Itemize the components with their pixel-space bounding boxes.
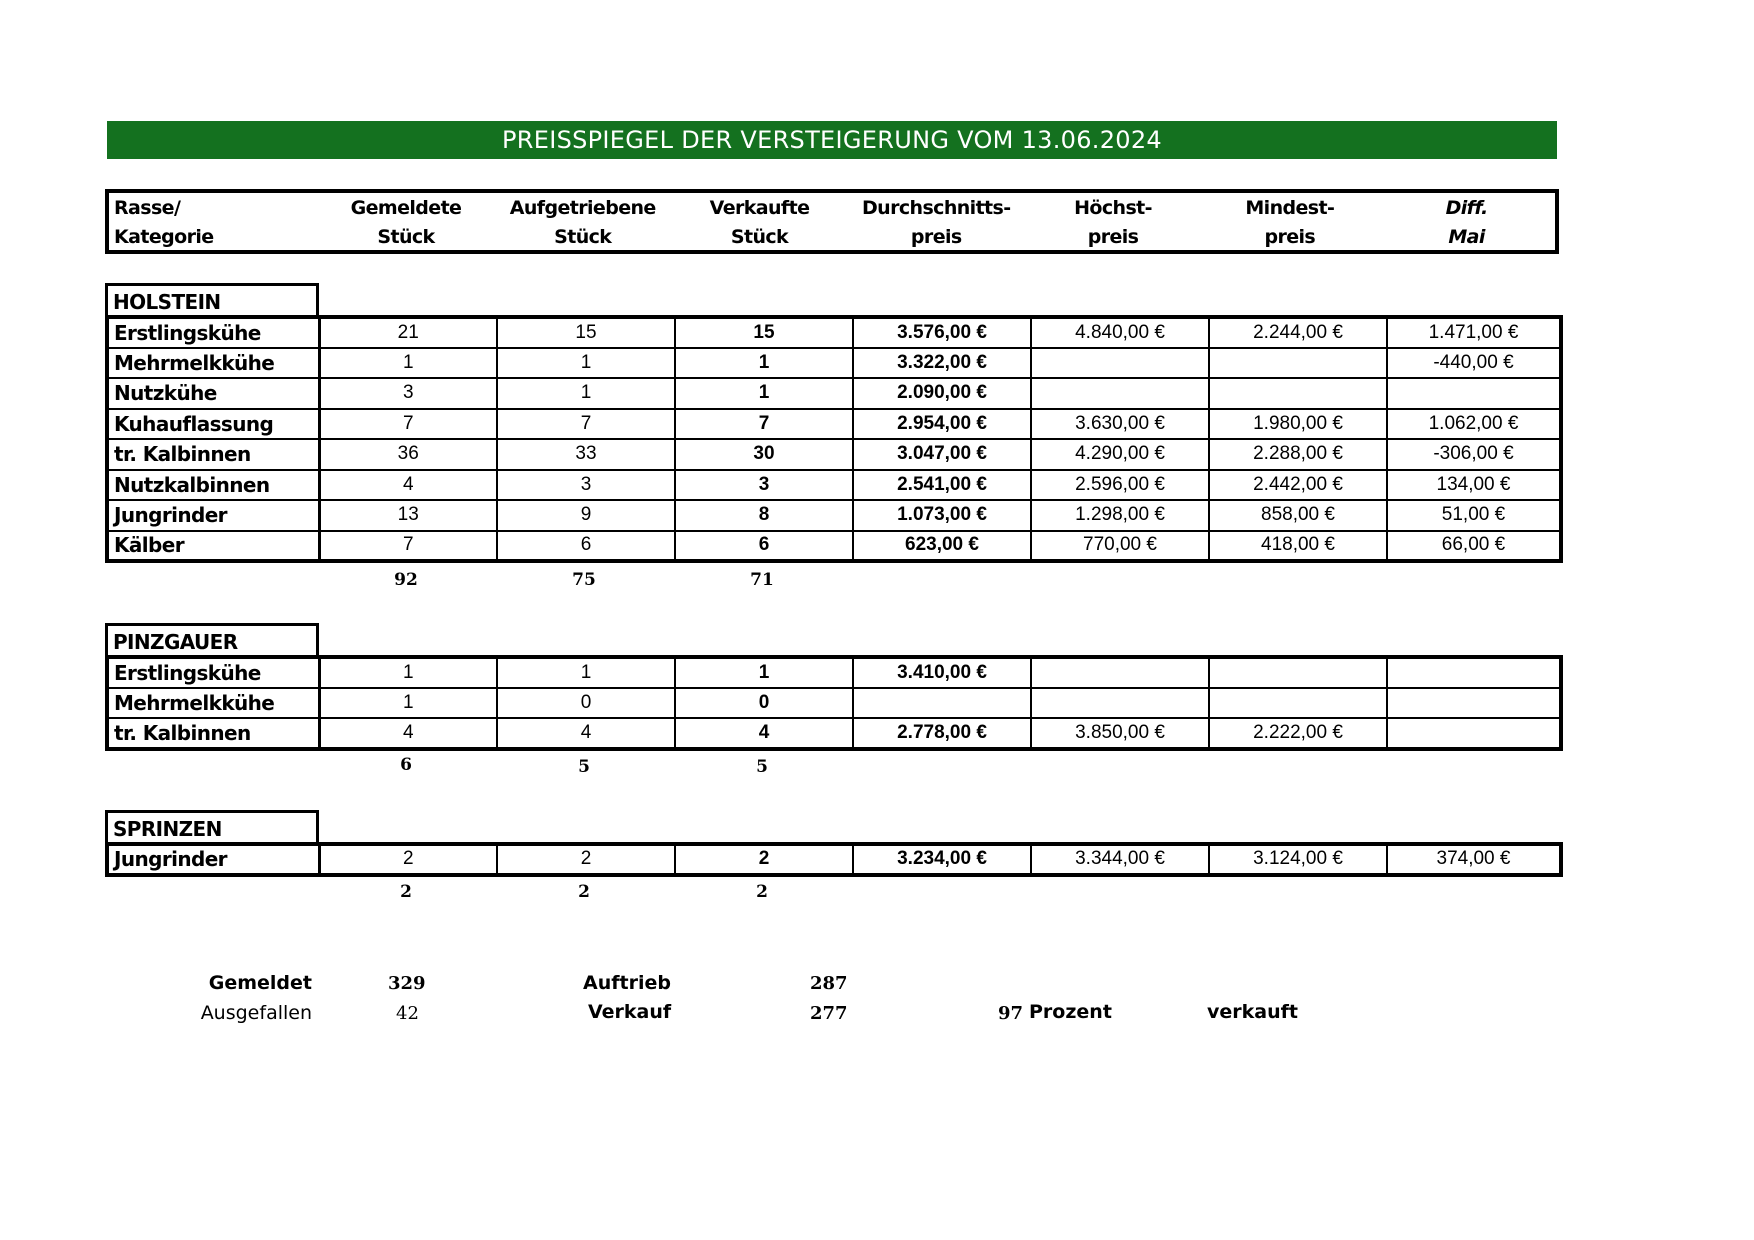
diff-cell: -306,00 € bbox=[1387, 439, 1561, 470]
col-rasse: Rasse/ Kategorie bbox=[114, 197, 214, 248]
aufgetrieben-cell: 33 bbox=[497, 439, 675, 470]
aufgetrieben-cell: 0 bbox=[497, 688, 675, 719]
aufgetrieben-cell: 1 bbox=[497, 378, 675, 409]
table-row bbox=[107, 657, 1561, 688]
category-cell: Erstlingskühe bbox=[107, 657, 319, 688]
durchschnitt-cell: 623,00 € bbox=[853, 531, 1031, 562]
durchschnitt-cell bbox=[853, 688, 1031, 719]
table-row bbox=[107, 439, 1561, 470]
verkauft-cell: 4 bbox=[675, 718, 853, 749]
pinzgauer-total-aufgetrieben: 5 bbox=[578, 757, 590, 777]
col-diff-mai: Diff. Mai bbox=[1445, 197, 1488, 248]
verkauft-cell: 7 bbox=[675, 409, 853, 440]
diff-cell: -440,00 € bbox=[1387, 348, 1561, 379]
durchschnitt-cell: 2.778,00 € bbox=[853, 718, 1031, 749]
summary-auftrieb-value: 287 bbox=[810, 973, 848, 994]
hoechst-cell bbox=[1031, 378, 1209, 409]
aufgetrieben-cell: 6 bbox=[497, 531, 675, 562]
table-row bbox=[107, 844, 1561, 875]
sprinzen-total-gemeldet: 2 bbox=[400, 882, 412, 902]
table-row bbox=[107, 409, 1561, 440]
holstein-total-gemeldet: 92 bbox=[394, 570, 418, 590]
durchschnitt-cell: 1.073,00 € bbox=[853, 500, 1031, 531]
table-row bbox=[107, 688, 1561, 719]
aufgetrieben-cell: 15 bbox=[497, 317, 675, 348]
category-cell: Mehrmelkkühe bbox=[107, 348, 319, 379]
sprinzen-total-aufgetrieben: 2 bbox=[578, 882, 590, 902]
durchschnitt-cell: 3.234,00 € bbox=[853, 844, 1031, 875]
table-row bbox=[107, 348, 1561, 379]
mindest-cell: 858,00 € bbox=[1209, 500, 1387, 531]
summary-gemeldet-label: Gemeldet bbox=[208, 972, 312, 994]
aufgetrieben-cell: 7 bbox=[497, 409, 675, 440]
verkauft-cell: 8 bbox=[675, 500, 853, 531]
category-cell: Nutzkühe bbox=[107, 378, 319, 409]
gemeldet-cell: 4 bbox=[319, 470, 497, 501]
summary-verkauf-value: 277 bbox=[810, 1003, 848, 1024]
durchschnitt-cell: 3.410,00 € bbox=[853, 657, 1031, 688]
gemeldet-cell: 1 bbox=[319, 657, 497, 688]
category-cell: Jungrinder bbox=[107, 500, 319, 531]
hoechst-cell: 2.596,00 € bbox=[1031, 470, 1209, 501]
mindest-cell: 3.124,00 € bbox=[1209, 844, 1387, 875]
summary-prozent-value: 97 bbox=[998, 1003, 1024, 1024]
hoechst-cell: 3.344,00 € bbox=[1031, 844, 1209, 875]
diff-cell: 1.471,00 € bbox=[1387, 317, 1561, 348]
hoechst-cell: 770,00 € bbox=[1031, 531, 1209, 562]
summary-verkauf-label: Verkauf bbox=[588, 1001, 672, 1023]
mindest-cell bbox=[1209, 348, 1387, 379]
diff-cell: 51,00 € bbox=[1387, 500, 1561, 531]
holstein-total-verkauft: 71 bbox=[750, 570, 774, 590]
mindest-cell bbox=[1209, 378, 1387, 409]
mindest-cell bbox=[1209, 657, 1387, 688]
durchschnitt-cell: 3.322,00 € bbox=[853, 348, 1031, 379]
verkauft-cell: 1 bbox=[675, 378, 853, 409]
hoechst-cell: 4.840,00 € bbox=[1031, 317, 1209, 348]
category-cell: tr. Kalbinnen bbox=[107, 439, 319, 470]
holstein-table bbox=[105, 315, 1563, 563]
gemeldet-cell: 1 bbox=[319, 348, 497, 379]
aufgetrieben-cell: 2 bbox=[497, 844, 675, 875]
verkauft-cell: 1 bbox=[675, 657, 853, 688]
hoechst-cell bbox=[1031, 657, 1209, 688]
table-row bbox=[107, 317, 1561, 348]
table-row bbox=[107, 718, 1561, 749]
summary-ausgefallen-label: Ausgefallen bbox=[200, 1002, 312, 1024]
sprinzen-table bbox=[105, 842, 1563, 877]
hoechst-cell: 4.290,00 € bbox=[1031, 439, 1209, 470]
gemeldet-cell: 7 bbox=[319, 531, 497, 562]
category-cell: tr. Kalbinnen bbox=[107, 718, 319, 749]
col-verkaufte: Verkaufte Stück bbox=[709, 197, 810, 248]
hoechst-cell: 3.630,00 € bbox=[1031, 409, 1209, 440]
diff-cell bbox=[1387, 718, 1561, 749]
category-cell: Mehrmelkkühe bbox=[107, 688, 319, 719]
table-row bbox=[107, 500, 1561, 531]
diff-cell bbox=[1387, 688, 1561, 719]
hoechst-cell: 3.850,00 € bbox=[1031, 718, 1209, 749]
durchschnitt-cell: 2.954,00 € bbox=[853, 409, 1031, 440]
holstein-rows bbox=[107, 317, 1561, 561]
page-title: PREISSPIEGEL DER VERSTEIGERUNG VOM 13.06.2024 bbox=[107, 121, 1557, 159]
mindest-cell: 1.980,00 € bbox=[1209, 409, 1387, 440]
section-sprinzen-label: SPRINZEN bbox=[105, 810, 319, 844]
diff-cell: 134,00 € bbox=[1387, 470, 1561, 501]
gemeldet-cell: 1 bbox=[319, 688, 497, 719]
gemeldet-cell: 13 bbox=[319, 500, 497, 531]
gemeldet-cell: 4 bbox=[319, 718, 497, 749]
pinzgauer-rows bbox=[107, 657, 1561, 749]
diff-cell: 1.062,00 € bbox=[1387, 409, 1561, 440]
table-row bbox=[107, 531, 1561, 562]
diff-cell: 374,00 € bbox=[1387, 844, 1561, 875]
gemeldet-cell: 21 bbox=[319, 317, 497, 348]
verkauft-cell: 3 bbox=[675, 470, 853, 501]
diff-cell bbox=[1387, 378, 1561, 409]
gemeldet-cell: 36 bbox=[319, 439, 497, 470]
col-gemeldete: Gemeldete Stück bbox=[350, 197, 462, 248]
summary-verkauft-label: verkauft bbox=[1207, 1001, 1298, 1023]
durchschnitt-cell: 2.541,00 € bbox=[853, 470, 1031, 501]
hoechst-cell: 1.298,00 € bbox=[1031, 500, 1209, 531]
holstein-total-aufgetrieben: 75 bbox=[572, 570, 596, 590]
section-pinzgauer-label: PINZGAUER bbox=[105, 623, 319, 657]
verkauft-cell: 2 bbox=[675, 844, 853, 875]
category-cell: Kälber bbox=[107, 531, 319, 562]
summary-gemeldet-value: 329 bbox=[388, 973, 426, 994]
verkauft-cell: 15 bbox=[675, 317, 853, 348]
gemeldet-cell: 3 bbox=[319, 378, 497, 409]
category-cell: Erstlingskühe bbox=[107, 317, 319, 348]
mindest-cell bbox=[1209, 688, 1387, 719]
verkauft-cell: 30 bbox=[675, 439, 853, 470]
summary-auftrieb-label: Auftrieb bbox=[583, 972, 671, 994]
category-cell: Kuhauflassung bbox=[107, 409, 319, 440]
gemeldet-cell: 2 bbox=[319, 844, 497, 875]
category-cell: Nutzkalbinnen bbox=[107, 470, 319, 501]
durchschnitt-cell: 2.090,00 € bbox=[853, 378, 1031, 409]
col-mindestpreis: Mindest- preis bbox=[1245, 197, 1335, 248]
durchschnitt-cell: 3.576,00 € bbox=[853, 317, 1031, 348]
mindest-cell: 418,00 € bbox=[1209, 531, 1387, 562]
mindest-cell: 2.288,00 € bbox=[1209, 439, 1387, 470]
verkauft-cell: 6 bbox=[675, 531, 853, 562]
durchschnitt-cell: 3.047,00 € bbox=[853, 439, 1031, 470]
mindest-cell: 2.442,00 € bbox=[1209, 470, 1387, 501]
aufgetrieben-cell: 3 bbox=[497, 470, 675, 501]
sprinzen-total-verkauft: 2 bbox=[756, 882, 768, 902]
pinzgauer-table bbox=[105, 655, 1563, 751]
diff-cell bbox=[1387, 657, 1561, 688]
gemeldet-cell: 7 bbox=[319, 409, 497, 440]
column-header bbox=[105, 189, 1559, 254]
table-row bbox=[107, 378, 1561, 409]
aufgetrieben-cell: 4 bbox=[497, 718, 675, 749]
summary-prozent-label: Prozent bbox=[1029, 1001, 1112, 1023]
diff-cell: 66,00 € bbox=[1387, 531, 1561, 562]
verkauft-cell: 1 bbox=[675, 348, 853, 379]
hoechst-cell bbox=[1031, 348, 1209, 379]
summary-ausgefallen-value: 42 bbox=[396, 1003, 419, 1024]
section-holstein-label: HOLSTEIN bbox=[105, 283, 319, 317]
sprinzen-rows bbox=[107, 844, 1561, 875]
mindest-cell: 2.222,00 € bbox=[1209, 718, 1387, 749]
col-aufgetriebene: Aufgetriebene Stück bbox=[509, 197, 656, 248]
pinzgauer-total-verkauft: 5 bbox=[756, 757, 768, 777]
hoechst-cell bbox=[1031, 688, 1209, 719]
pinzgauer-total-gemeldet: 6 bbox=[400, 755, 412, 775]
aufgetrieben-cell: 1 bbox=[497, 348, 675, 379]
aufgetrieben-cell: 1 bbox=[497, 657, 675, 688]
category-cell: Jungrinder bbox=[107, 844, 319, 875]
verkauft-cell: 0 bbox=[675, 688, 853, 719]
col-durchschnittspreis: Durchschnitts- preis bbox=[861, 197, 1011, 248]
col-hoechstpreis: Höchst- preis bbox=[1074, 197, 1152, 248]
table-row bbox=[107, 470, 1561, 501]
mindest-cell: 2.244,00 € bbox=[1209, 317, 1387, 348]
aufgetrieben-cell: 9 bbox=[497, 500, 675, 531]
